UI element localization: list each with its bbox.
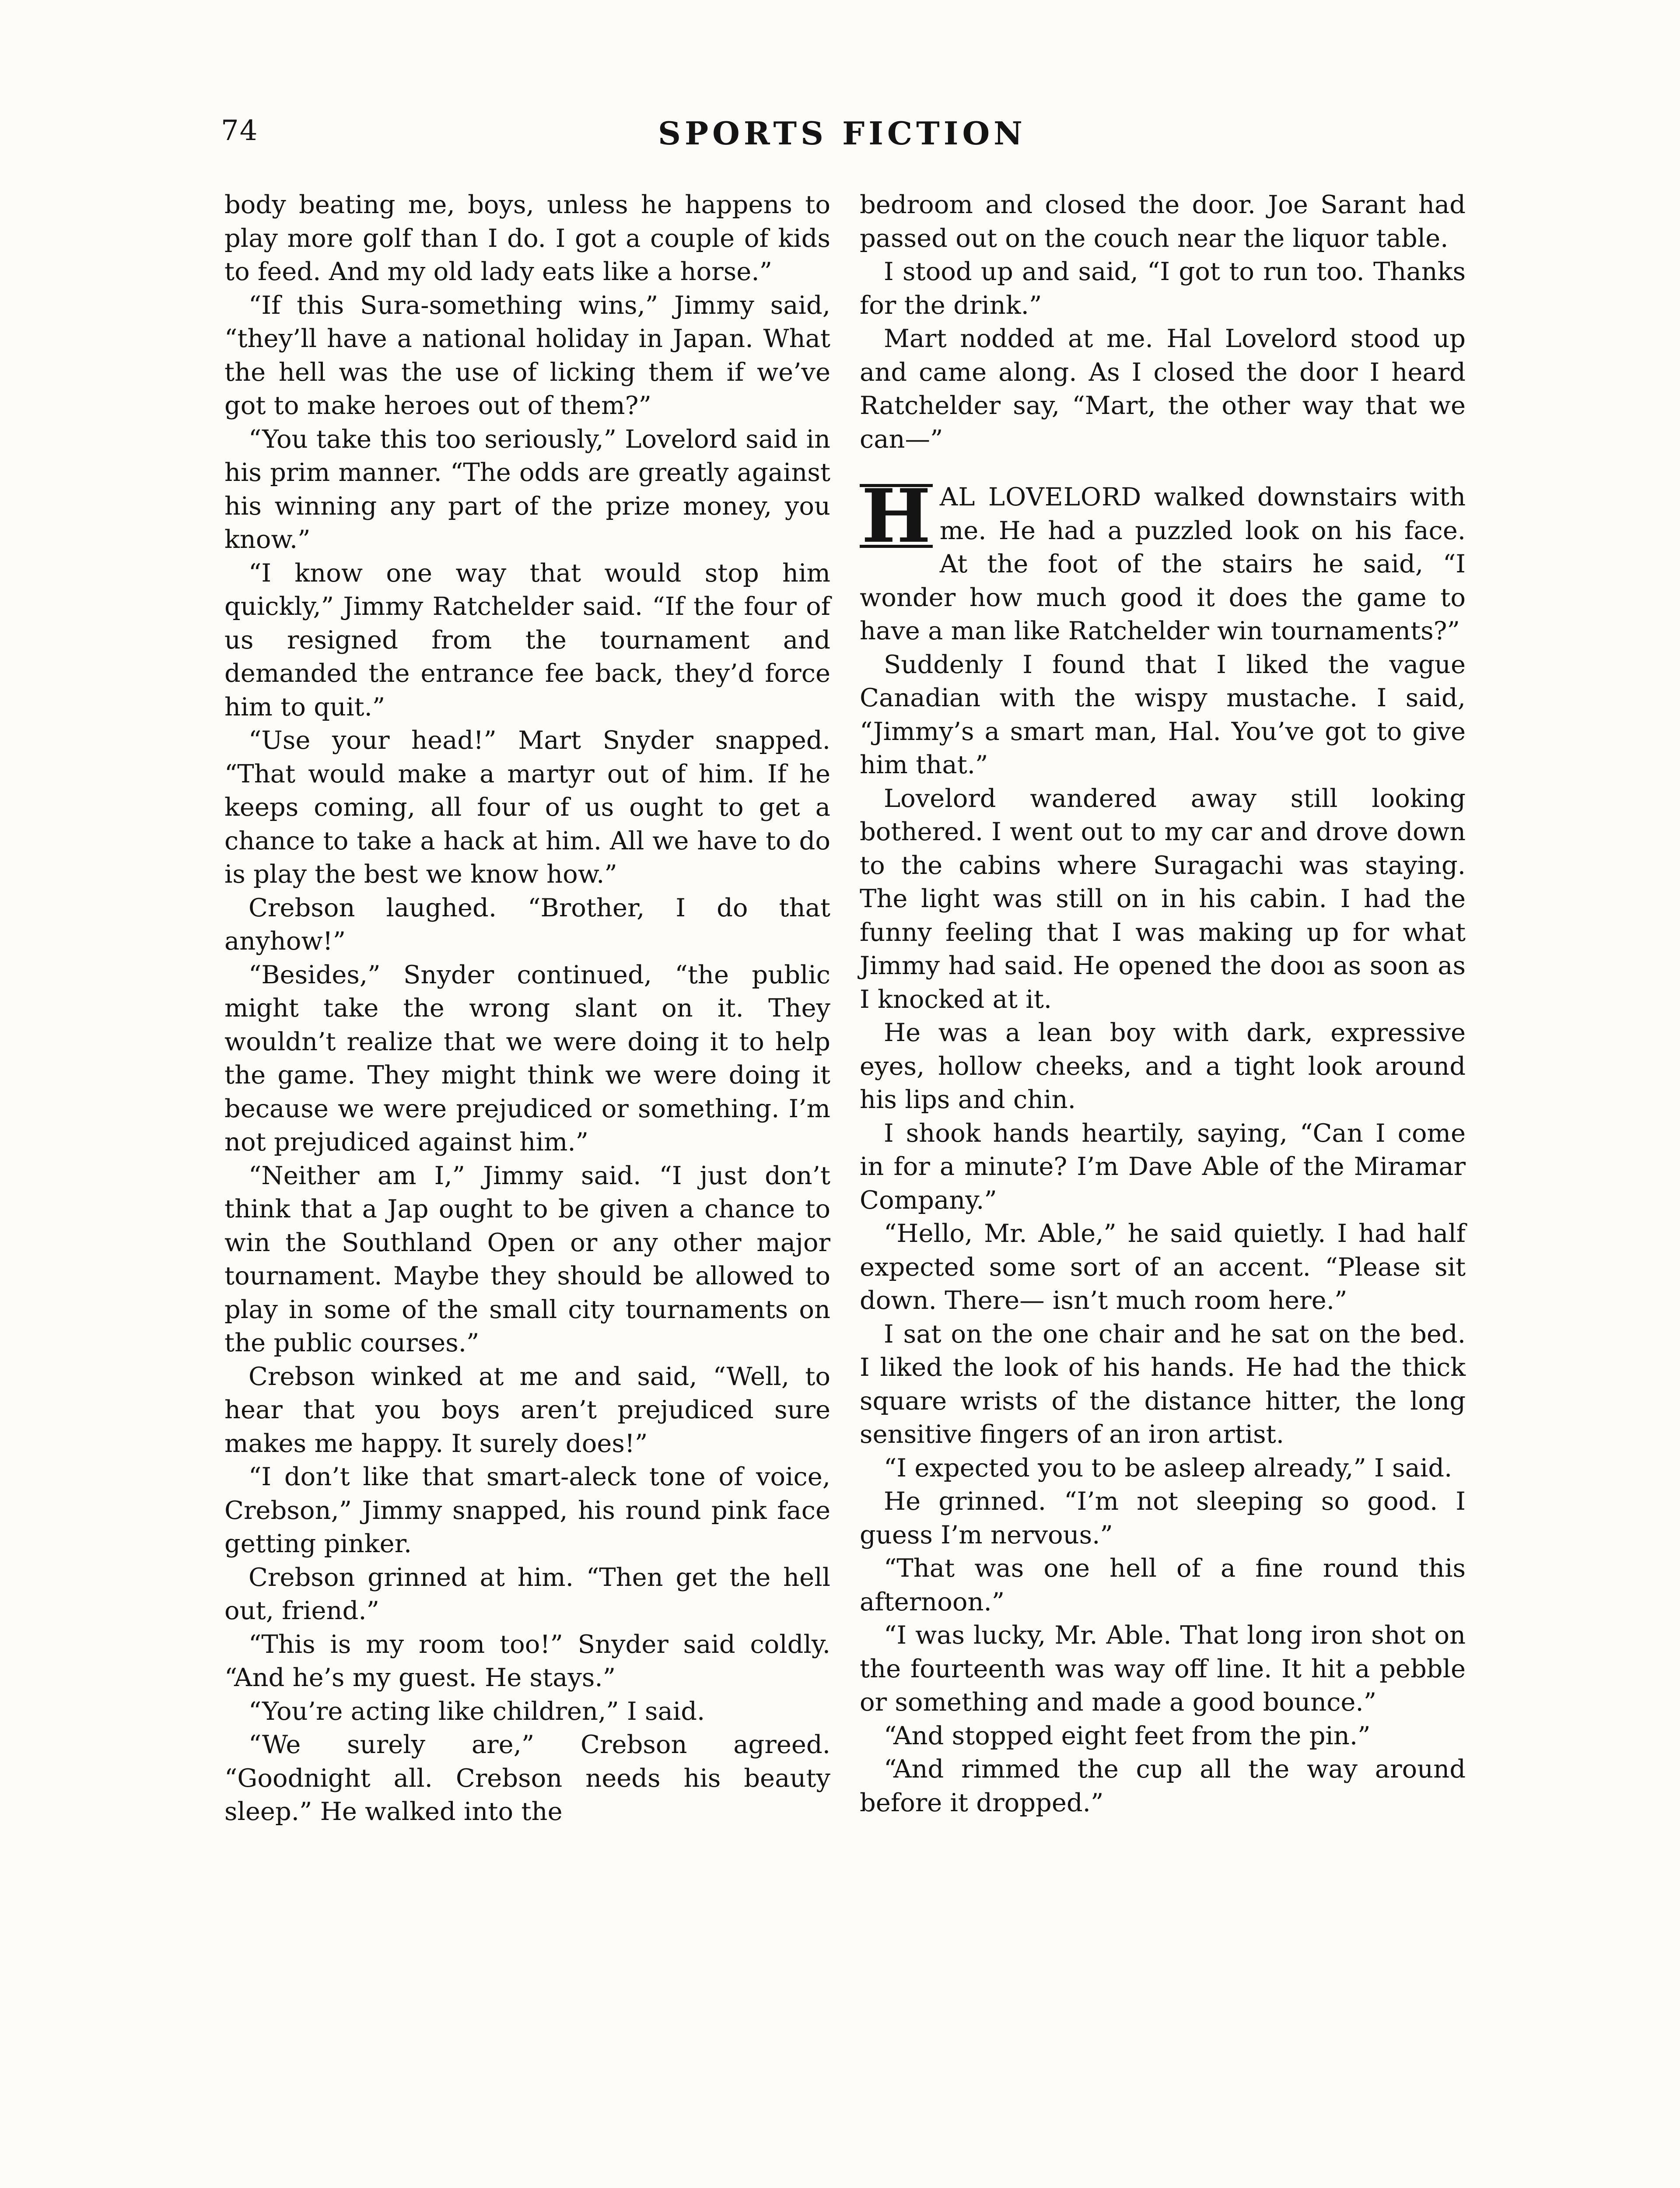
page-number: 74 — [221, 115, 259, 147]
paragraph: “I know one way that would stop him quickly,” Jimmy Ratchelder said. “If the four of us resigned from the tournament and demanded the entrance fee back, they’d force him to quit.” — [224, 558, 830, 722]
paragraph: Crebson laughed. “Brother, I do that anyhow!” — [224, 893, 830, 956]
paragraph: I stood up and said, “I got to run too. Thanks for the drink.” — [860, 257, 1466, 320]
paragraph: Crebson winked at me and said, “Well, to hear that you boys aren’t prejudiced sure makes me happy. It surely does!” — [224, 1361, 830, 1458]
page-header — [221, 115, 1463, 163]
paragraph: “We surely are,” Crebson agreed. “Goodnight all. Crebson needs his beauty sleep.” He walked into the — [224, 1730, 830, 1826]
drop-cap: H — [860, 484, 933, 548]
paragraph: He was a lean boy with dark, expressive eyes, hollow cheeks, and a tight look around his lips and chin. — [860, 1018, 1466, 1114]
paragraph: Crebson grinned at him. “Then get the hell out, friend.” — [224, 1562, 830, 1625]
paragraph: “And stopped eight feet from the pin.” — [884, 1721, 1371, 1750]
paragraph: Lovelord wandered away still looking bothered. I went out to my car and drove down to the cabins where Suragachi was staying. The light was still on in his cabin. I had the funny feeling that I was making up for what Jimmy had said. He opened the dooı as soon as I knocked at it. — [860, 783, 1466, 1014]
paragraph: “If this Sura-something wins,” Jimmy said, “they’ll have a national holiday in Japan. What the hell was the use of licking them if we’ve got to make heroes out of them?” — [224, 290, 830, 420]
paragraph: Suddenly I found that I liked the vague Canadian with the wispy mustache. I said, “Jimmy’s a smart man, Hal. You’ve got to give him that.” — [860, 649, 1466, 779]
paragraph: “I was lucky, Mr. Able. That long iron shot on the fourteenth was way off line. It hit a pebble or something and made a good bounce.” — [860, 1620, 1466, 1717]
paragraph: He grinned. “I’m not sleeping so good. I guess I’m nervous.” — [860, 1487, 1466, 1550]
paragraph: Mart nodded at me. Hal Lovelord stood up and came along. As I closed the door I heard Ratchelder say, “Mart, the other way that we can—” — [860, 324, 1466, 454]
paragraph: “You take this too seriously,” Lovelord said in his prim manner. “The odds are greatly against his winning any part of the prize money, you know.” — [224, 424, 830, 554]
paragraph: “You’re acting like children,” I said. — [248, 1696, 705, 1726]
paragraph: “This is my room too!” Snyder said coldly. “And he’s my guest. He stays.” — [224, 1629, 830, 1692]
paragraph: bedroom and closed the door. Joe Sarant had passed out on the couch near the liquor table. — [860, 190, 1466, 253]
paragraph: “I expected you to be asleep already,” I said. — [884, 1453, 1452, 1483]
lead-in-text: walked downstairs with me. He had a puzzled look on his face. At the foot of the stairs he said, “I wonder how much good it does the game to have a man like Ratchelder win tournaments?” — [860, 482, 1466, 645]
paragraph: I sat on the one chair and he sat on the bed. I liked the look of his hands. He had the thick square wrists of the distance hitter, the long sensitive fingers of an iron artist. — [860, 1319, 1466, 1449]
right-column — [860, 188, 1466, 1820]
paragraph: “That was one hell of a fine round this afternoon.” — [860, 1553, 1466, 1616]
paragraph: “Use your head!” Mart Snyder snapped. “That would make a martyr out of him. If he keeps coming, all four of us ought to get a chance to take a hack at him. All we have to do is play the best we know how.” — [224, 726, 830, 889]
paragraph: “Neither am I,” Jimmy said. “I just don’t think that a Jap ought to be given a chance to win the Southland Open or any other major tournament. Maybe they should be allowed to play in some of the small city tournaments on the public courses.” — [224, 1161, 830, 1357]
paragraph: “And rimmed the cup all the way around before it dropped.” — [860, 1754, 1466, 1817]
paragraph: I shook hands heartily, saying, “Can I come in for a minute? I’m Dave Able of the Miramar Company.” — [860, 1118, 1466, 1215]
paragraph: body beating me, boys, unless he happens to play more golf than I do. I got a couple of kids to feed. And my old lady eats like a horse.” — [224, 190, 830, 286]
section-opening-paragraph — [860, 473, 1466, 648]
paragraph: “I don’t like that smart-aleck tone of voice, Crebson,” Jimmy snapped, his round pink face getting pinker. — [224, 1462, 830, 1558]
lead-in-caps: AL LOVELORD — [939, 482, 1142, 512]
paragraph: “Hello, Mr. Able,” he said quietly. I had half expected some sort of an accent. “Please sit down. There— isn’t much room here.” — [860, 1219, 1466, 1315]
magazine-title: SPORTS FICTION — [658, 115, 1026, 152]
paragraph: “Besides,” Snyder continued, “the public might take the wrong slant on it. They wouldn’t realize that we were doing it to help the game. They might think we were doing it because we were prejudiced or something. I’m not prejudiced against him.” — [224, 960, 830, 1157]
left-column — [224, 188, 830, 1829]
